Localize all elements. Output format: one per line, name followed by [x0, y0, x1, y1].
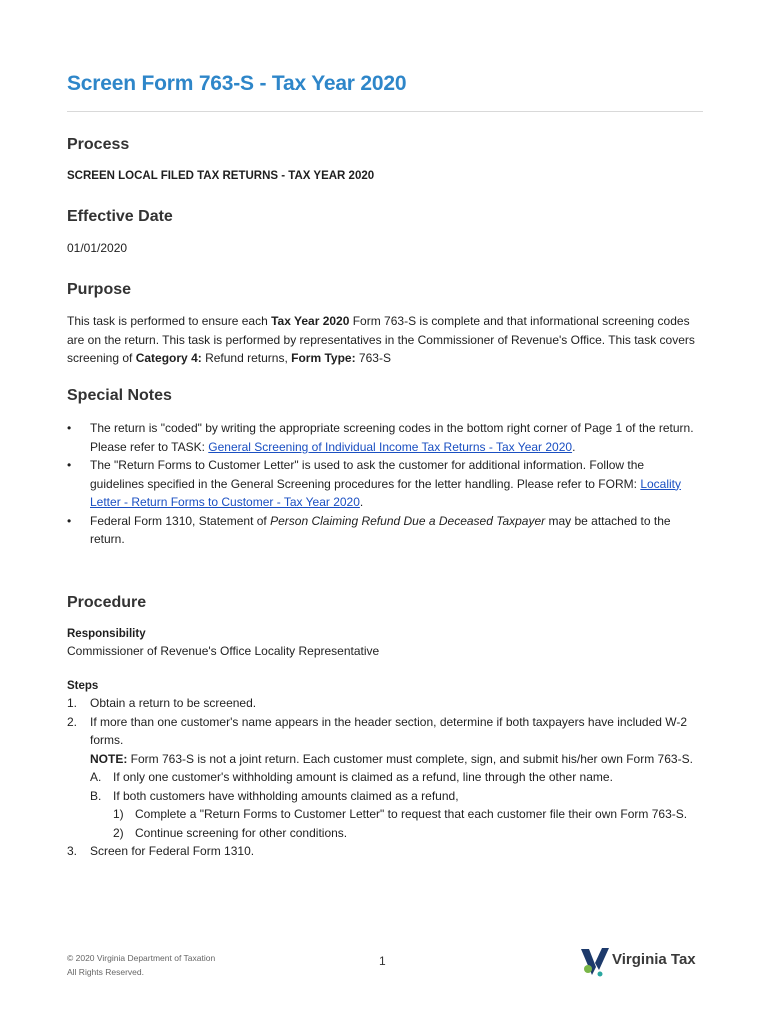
step-text: Complete a "Return Forms to Customer Letter" to request that each customer file their own Form 763-S.: [135, 807, 688, 821]
steps-list: [67, 694, 703, 861]
list-item: [67, 456, 699, 512]
locality-letter-link[interactable]: Locality Letter - Return Forms to Customer - Tax Year 2020: [90, 476, 681, 509]
step-text: If more than one customer's name appears in the header section, determine if both taxpayers have included W-2 forms.: [90, 714, 688, 747]
purpose-heading: Purpose: [67, 281, 132, 298]
special-notes-heading: Special Notes: [67, 387, 172, 404]
step-number: 1.: [67, 696, 78, 710]
purpose-paragraph: [67, 312, 697, 368]
note-1-reference: [90, 438, 699, 457]
footer-copyright: [67, 951, 215, 979]
note-text: Form 763-S is not a joint return. Each customer must complete, sign, and submit his/her own Form 763-S.: [127, 751, 693, 766]
steps-label: Steps: [67, 680, 99, 692]
purpose-text-2: Form 763-S is complete and that informational screening codes are on the return. This task is performed by representatives in the Commissioner of Revenue's Office. This task covers screening of: [67, 314, 695, 365]
responsibility-text: Commissioner of Revenue's Office Locality Representative: [67, 644, 380, 658]
purpose-text-3: Refund returns,: [201, 351, 292, 365]
step-number: A.: [90, 770, 102, 784]
step-number: 3.: [67, 844, 78, 858]
purpose-text-4: 763-S: [355, 351, 391, 365]
list-item: [67, 419, 699, 456]
note-3-text-1: Federal Form 1310, Statement of: [90, 513, 271, 528]
step-text: If both customers have withholding amounts claimed as a refund,: [113, 788, 459, 803]
copyright-text: © 2020 Virginia Department of Taxation: [67, 953, 216, 963]
special-notes-list: [67, 419, 699, 549]
process-text: SCREEN LOCAL FILED TAX RETURNS - TAX YEAR 2020: [67, 170, 375, 182]
step-number: 2): [113, 825, 124, 840]
bullet: •: [67, 421, 72, 435]
step-text: If only one customer's withholding amount is claimed as a refund, line through the other name.: [113, 770, 613, 784]
effective-date-text: 01/01/2020: [67, 241, 128, 255]
virginia-tax-logo: [580, 945, 705, 977]
page-number: 1: [379, 954, 386, 968]
step-3: [67, 842, 703, 861]
step-text: Obtain a return to be screened.: [90, 696, 257, 710]
bullet: •: [67, 513, 72, 528]
procedure-heading: Procedure: [67, 594, 147, 611]
step-1: [67, 694, 703, 713]
step-number: 2.: [67, 714, 78, 729]
step-text: Screen for Federal Form 1310.: [90, 844, 255, 858]
process-heading: Process: [67, 136, 130, 153]
step-2b: [67, 787, 703, 806]
title-divider: [67, 111, 703, 112]
step-2b-2: [67, 824, 703, 843]
purpose-text-1: This task is performed to ensure each: [67, 314, 272, 328]
step-2: [67, 713, 703, 750]
rights-text: All Rights Reserved.: [67, 967, 145, 977]
note-1-text: The return is "coded" by writing the appropriate screening codes in the bottom right corner of Page 1 of the return.: [90, 421, 694, 435]
step-2b-1: [67, 805, 703, 824]
page-title: Screen Form 763-S - Tax Year 2020: [67, 72, 407, 95]
note-2-text: The "Return Forms to Customer Letter" is used to ask the customer for additional information. Follow the guidelines specified in the General Screening procedures for the letter handling. Please refer to FORM:: [90, 458, 645, 491]
note-1-ref-prefix: Please refer to TASK:: [90, 439, 209, 454]
responsibility-label: Responsibility: [67, 628, 146, 640]
general-screening-link[interactable]: General Screening of Individual Income Tax Returns - Tax Year 2020: [208, 439, 573, 454]
logo-text: Virginia Tax: [612, 951, 696, 968]
purpose-tax-year: Tax Year 2020: [271, 314, 350, 328]
effective-date-heading: Effective Date: [67, 208, 173, 225]
note-label: NOTE:: [90, 751, 128, 766]
note-3-text-2: may be attached to the return.: [90, 513, 671, 546]
bullet: •: [67, 458, 72, 472]
step-2-note: [67, 750, 703, 769]
note-2-suffix: .: [359, 495, 364, 509]
note-1-ref-suffix: .: [572, 439, 576, 454]
virginia-tax-logo-icon: [580, 945, 612, 977]
step-text: Continue screening for other conditions.: [135, 825, 348, 840]
list-item: [67, 512, 699, 549]
step-2a: [67, 768, 703, 787]
note-3-form-title: Person Claiming Refund Due a Deceased Taxpayer: [270, 513, 546, 528]
step-number: B.: [90, 788, 102, 803]
step-number: 1): [113, 807, 124, 821]
purpose-category: Category 4:: [135, 351, 202, 365]
purpose-form-type-label: Form Type:: [291, 351, 356, 365]
